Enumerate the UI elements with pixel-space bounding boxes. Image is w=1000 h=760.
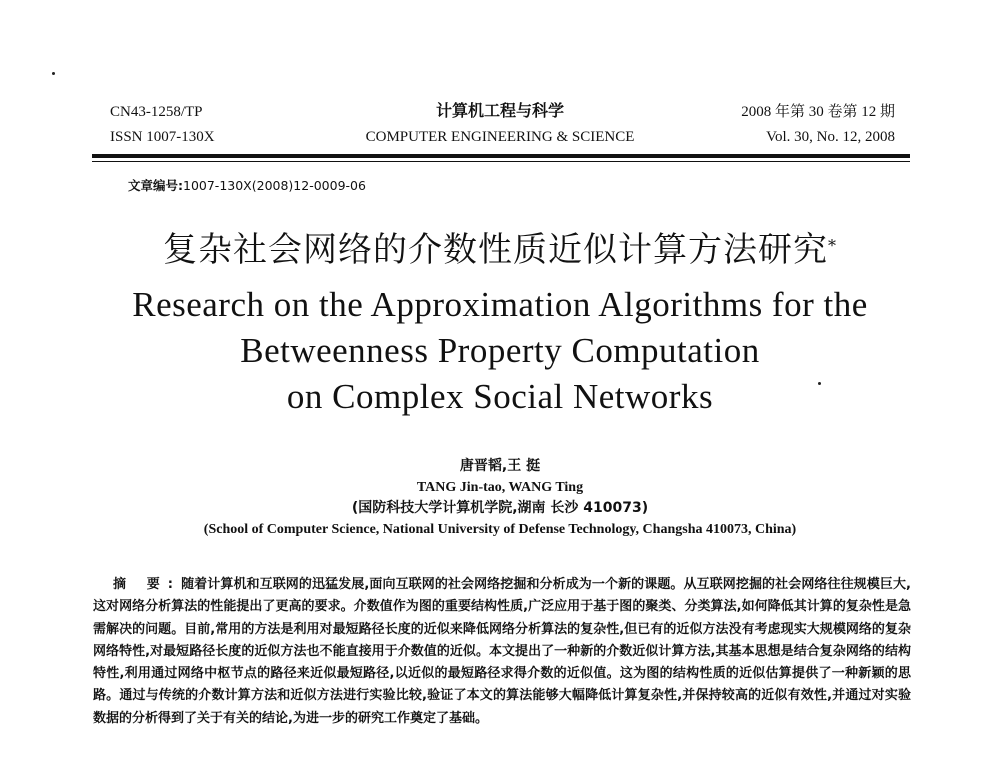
header-rule-thin (92, 161, 910, 162)
article-number-label: 文章编号: (128, 178, 183, 193)
issue-info (741, 100, 895, 150)
header-rule-thick (92, 154, 910, 158)
article-number-value: 1007-130X(2008)12-0009-06 (183, 178, 366, 193)
scan-speck (52, 72, 55, 75)
issn-code: ISSN 1007-130X (110, 129, 215, 145)
abstract (93, 574, 911, 730)
authors-en: TANG Jin-tao, WANG Ting (416, 480, 584, 495)
journal-name (300, 98, 700, 150)
author-block (0, 456, 1000, 540)
affiliation-en: (School of Computer Science, National University of Defense Technology, Changsha 410073, China) (203, 522, 797, 537)
abstract-text: 随着计算机和互联网的迅猛发展,面向互联网的社会网络挖掘和分析成为一个新的课题。从互联网挖掘的社会网络往往规模巨大,这对网络分析算法的性能提出了更高的要求。介数值作为图的重要结构性质,广泛应用于基于图的聚类、分类算法,如何降低其计算的复杂性是急需解决的问题。目前,常用的方法是利用对最短路径长度的近似来降低网络分析算法的复杂性,但已有的近似方法没有考虑现实大规模网络的复杂网络特性,对最短路径长度的近似方法也不能直接用于介数值的近似。本文提出了一种新的介数近似计算方法,其基本思想是结合复杂网络的结构特性,利用通过网络中枢节点的路径来近似最短路径,以近似的最短路径求得介数的近似值。这为图的结构性质的近似估算提供了一种新颖的思路。通过与传统的介数计算方法和近似方法进行实验比较,验证了本文的算法能够大幅降低计算复杂性,并保持较高的近似有效性,并通过对实验数据的分析得到了关于有关的结论,为进一步的研究工作奠定了基础。 (93, 577, 911, 726)
journal-codes (110, 100, 215, 150)
title-en (0, 282, 1000, 420)
title-cn (0, 226, 1000, 274)
title-en-line2: Betweenness Property Computation (240, 331, 760, 370)
cn-code: CN43-1258/TP (110, 104, 203, 120)
authors-cn: 唐晋韬,王 挺 (459, 458, 541, 474)
journal-name-cn: 计算机工程与科学 (435, 101, 564, 120)
issue-info-en: Vol. 30, No. 12, 2008 (766, 129, 895, 145)
title-footnote-mark: * (828, 236, 837, 255)
abstract-label: 摘 要: (113, 577, 181, 592)
title-en-line1: Research on the Approximation Algorithms for the (132, 285, 868, 324)
issue-info-cn: 2008 年第 30 卷第 12 期 (741, 104, 895, 120)
article-number (128, 176, 366, 194)
title-en-line3: on Complex Social Networks (286, 377, 714, 416)
affiliation-cn: (国防科技大学计算机学院,湖南 长沙 410073) (351, 500, 649, 516)
journal-name-en: COMPUTER ENGINEERING & SCIENCE (365, 129, 635, 145)
title-cn-text: 复杂社会网络的介数性质近似计算方法研究 (163, 230, 828, 270)
